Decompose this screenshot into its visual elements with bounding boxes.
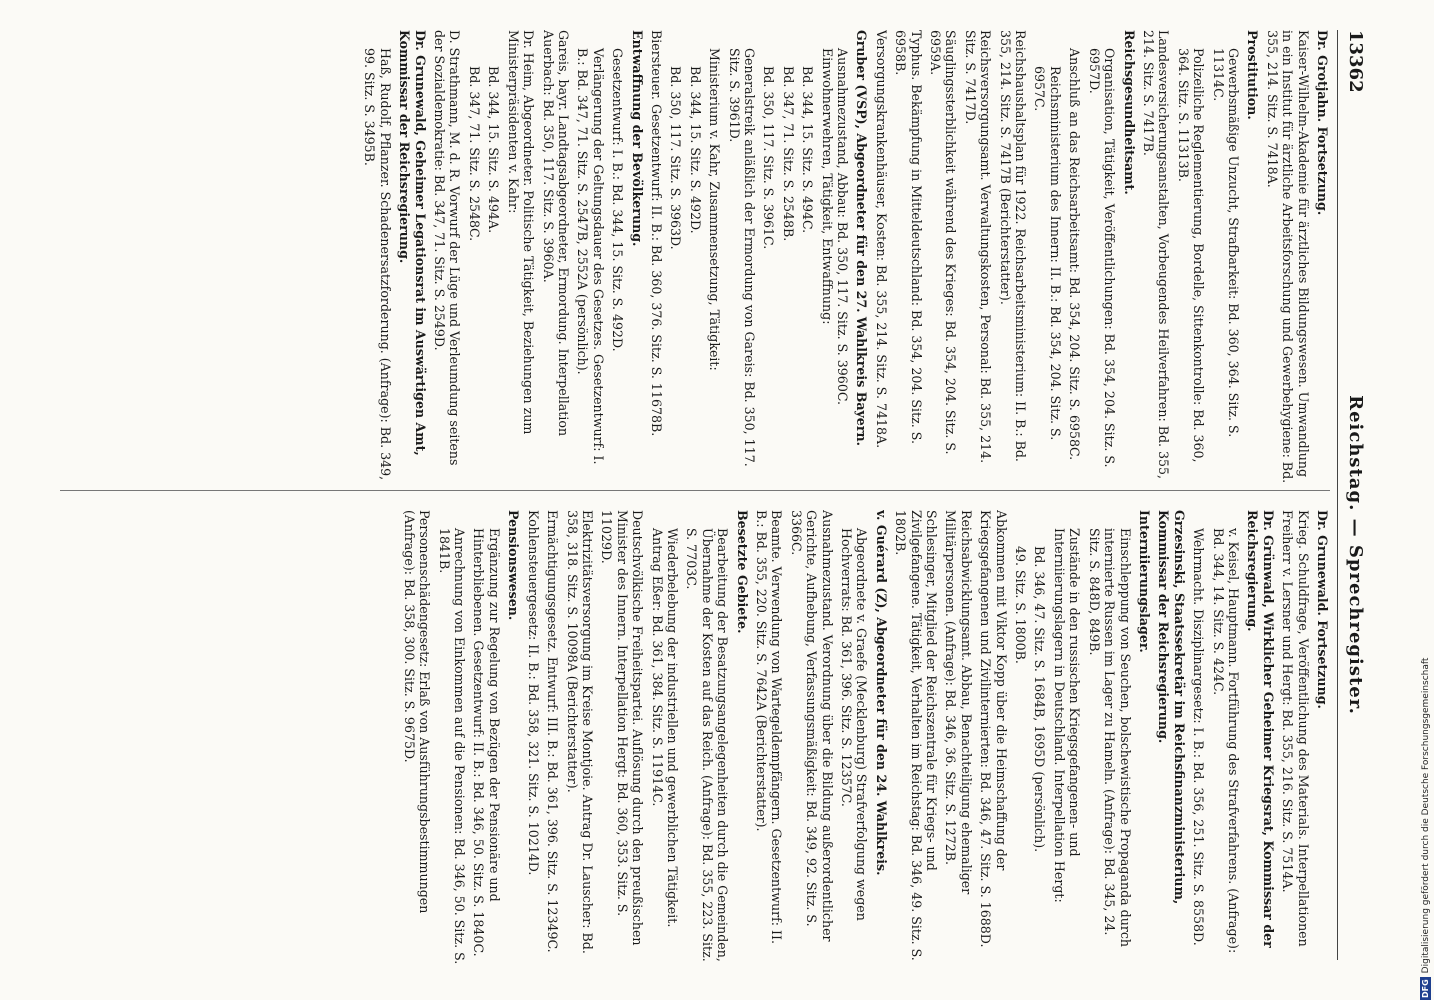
register-entry: Deutschvölkische Freiheitspartei. Auflösung durch den preußischen Minister des Innern. Interpellation Hergt: Bd. 360, 353. Sitz. S. 11029D. bbox=[599, 510, 646, 946]
register-entry: Polizeiliche Reglementierung, Bordelle, Sittenkontrolle: Bd. 360, 364. Sitz. S. 11313B. bbox=[1175, 48, 1207, 463]
register-heading: Besetzte Gebiete. bbox=[734, 510, 750, 634]
register-entry: Landesversicherungsanstalten, Vorbeugendes Heilverfahren: Bd. 355, 214. Sitz. S. 7417B. bbox=[1140, 30, 1172, 480]
register-entry: Einschleppung von Seuchen, bolschewistische Propaganda durch internierte Russen im Lager zu Hameln. (Anfrage): Bd. 345, 24. Sitz. S. 848D, 849B. bbox=[1086, 528, 1133, 948]
page-number: 13362 bbox=[1345, 30, 1367, 93]
register-entry: Biersteuer. Gesetzentwurf: II. B.: Bd. 360, 376. Sitz. S. 11678B. bbox=[648, 30, 664, 437]
register-heading: Reichsgesundheitsamt. bbox=[1121, 30, 1137, 195]
register-entry: Bd. 344, 15. Sitz. S. 494A. bbox=[486, 66, 502, 234]
register-heading: Dr. Grünwald, Wirklicher Geheimer Kriegsrat, Kommissar der Reichsregierung. bbox=[1245, 510, 1276, 948]
register-entry: Wiederbelebung der industriellen und gewerblichen Tätigkeit. Antrag Eßer: Bd. 361, 384. Sitz. S. 11914C. bbox=[649, 528, 680, 928]
register-entry: Säuglingssterblichkeit während des Krieges: Bd. 354, 204. Sitz. S. 6959A. bbox=[928, 30, 959, 455]
register-entry: Reichsabwicklungsamt. Abbau, Benachteiligung ehemaliger Militärpersonen. (Anfrage): Bd. 346, 36. Sitz. S. 1272B. bbox=[943, 510, 974, 895]
register-entry: Ausnahmezustand, Abbau: Bd. 350, 117. Sitz. S. 3960C. Einwohnerwehren, Tätigkeit, Entwaffnung: bbox=[819, 48, 851, 406]
register-entry: Beamte. Verwendung von Wartegeldempfängern. Gesetzentwurf: II. B.: Bd. 355, 220. Sitz. S. 7642A (Berichterstatter). bbox=[754, 510, 785, 944]
register-entry: Wehrmacht. Disziplinargesetz: I. B.: Bd. 356, 251. Sitz. S. 8558D. bbox=[1191, 528, 1207, 946]
register-heading: Dr. Grunewald. Fortsetzung. bbox=[1315, 510, 1330, 709]
dfg-logo: DFG bbox=[1421, 979, 1430, 998]
register-entry: Generalstreik anläßlich der Ermordung von Gareis: Bd. 350, 117. Sitz. S. 3961D. bbox=[726, 48, 757, 467]
register-entry: Kohlensteuergesetz: II. B.: Bd. 358, 321. Sitz. S. 10214D. bbox=[525, 510, 541, 876]
register-entry: Bd. 347, 71. Sitz. S. 2548C. bbox=[466, 66, 482, 242]
register-entry: Bd. 344, 15. Sitz. S. 492D. bbox=[687, 66, 703, 234]
register-heading: v. Guérard (Z), Abgeordneter für den 24. Wahlkreis. bbox=[873, 510, 889, 876]
register-entry: Gewerbsmäßige Unzucht, Strafbarkeit: Bd. 360, 364. Sitz. S. 11314C. bbox=[1210, 48, 1241, 438]
register-entry: Anrechnung von Einkommen auf die Pensionen: Bd. 346, 50. Sitz. S. 1841B. bbox=[436, 528, 468, 965]
register-entry: Schlesinger, Mitglied der Reichszentrale für Kriegs- und Zivilgefangene. Tätigkeit, Verhalten im Reichstag: Bd. 346, 49. Sitz. S. 1802B. bbox=[893, 510, 940, 961]
register-entry: Abgeordnete v. Graefe (Mecklenburg) Strafverfolgung wegen Hochverrats: Bd. 361, 396. Sitz. S. 12357C. bbox=[839, 528, 870, 921]
left-column bbox=[60, 30, 1330, 485]
register-entry: Abkommen mit Viktor Kopp über die Heimschaffung der Kriegsgefangenen und Zivilinternierten: Bd. 346, 47. Sitz. S. 1688D. bbox=[978, 510, 1009, 948]
register-entry: Bd. 344, 15. Sitz. S. 494C. bbox=[800, 66, 816, 234]
register-heading: Entwaffnung der Bevölkerung. bbox=[629, 30, 645, 247]
register-heading: Prostitution. bbox=[1245, 30, 1261, 120]
register-entry: Anschluß an das Reichsarbeitsamt: Bd. 354, 204. Sitz. S. 6958C. bbox=[1067, 48, 1083, 461]
right-column bbox=[60, 510, 1330, 965]
page-title: Reichstag. — Sprechregister. bbox=[1345, 395, 1367, 715]
register-entry: Personenschädengesetz: Erlaß von Ausführungsbestimmungen (Anfrage): Bd. 358, 300. Sitz. S. 9675D. bbox=[401, 510, 433, 914]
column-divider bbox=[60, 490, 1330, 491]
register-heading: Dr. Grotjahn. Fortsetzung. bbox=[1315, 30, 1330, 216]
register-entry: Ergänzung zur Regelung von Bezügen der Pensionäre und Hinterbliebenen. Gesetzentwurf: II. B.: Bd. 346, 50. Sitz. S. 1840C. bbox=[471, 528, 502, 957]
register-entry: Krieg. Schuldfrage, Veröffentlichung des Materials. Interpellationen Freiherr v. Lersner und Hergt: Bd. 355, 216. Sitz. S. 7514A. bbox=[1280, 510, 1311, 947]
register-heading: Gruber (VSP), Abgeordneter für den 27. Wahlkreis Bayern. bbox=[854, 30, 870, 446]
register-heading: Pensionswesen. bbox=[506, 510, 522, 621]
register-heading: Grzesinski, Staatssekretär im Reichsfinanzministerium, Kommissar der Reichsregierung. bbox=[1156, 510, 1187, 905]
register-entry: Dr. Heim, Abgeordneter. Politische Tätigkeit, Beziehungen zum Ministerpräsidenten v. Kahr: bbox=[505, 30, 537, 435]
register-entry: Ministerium v. Kahr, Zusammensetzung, Tätigkeit: bbox=[707, 48, 723, 371]
register-entry: Gareis, bayr. Landtagsabgeordneter, Ermordung. Interpellation Auerbach: Bd. 350, 117. Sitz. S. 3960A. bbox=[540, 30, 571, 437]
register-entry: Ermächtigungsgesetz. Entwurf: III. B.: Bd. 361, 396. Sitz. S. 12349C. bbox=[545, 510, 561, 953]
digitization-credit bbox=[1420, 658, 1431, 1000]
register-entry: Zustände in den russischen Kriegsgefangenen- und Interniierungslagern in Deutschland. Interpellation Hergt: bbox=[1051, 528, 1083, 903]
register-entry: v. Keisel, Hauptmann. Fortführung des Strafverfahrens. (Anfrage): Bd. 344, 14. Sitz. S. 424C. bbox=[1210, 528, 1241, 954]
register-entry: Bd. 347, 71. Sitz. S. 2548B. bbox=[780, 66, 796, 242]
register-entry: Haß, Rudolf, Pflanzer. Schadenersatzforderung. (Anfrage): Bd. 349, 99. Sitz. S. 3495B. bbox=[362, 48, 393, 481]
register-entry: Reichsministerium des Innern: II. B.: Bd. 354, 204. Sitz. S. 6957C. bbox=[1032, 66, 1063, 441]
register-entry: Typhus. Bekämpfung in Mitteldeutschland: Bd. 354, 204. Sitz. S. 6958B. bbox=[893, 30, 924, 444]
register-entry: Kaiser-Wilhelm-Akademie für ärztliches Bildungswesen. Umwandlung in ein Institut für ärztliche Arbeitsforschung und Gewerbehygiene: Bd. 355, 214. Sitz. S. 7418A. bbox=[1264, 30, 1311, 484]
credit-text: Digitalisierung gefördert durch die Deutsche Forschungsgemeinschaft bbox=[1420, 657, 1431, 974]
register-heading: Dr. Grunewald, Geheimer Legationsrat im Auswärtigen Amt, Kommissar der Reichsregierung. bbox=[397, 30, 428, 456]
register-entry: Elektrizitätsversorgung im Kreise Montjoie. Antrag Dr. Lauscher: Bd. 358, 318. Sitz. S. 10098A (Berichterstatter). bbox=[564, 510, 595, 954]
register-entry: Bd. 350, 117. Sitz. S. 3963D. bbox=[668, 66, 684, 250]
register-entry: Verlängerung der Geltungsdauer des Gesetzes. Gesetzentwurf: I. B.: Bd. 347, 71. Sitz. S. 2547B, 2552A (persönlich). bbox=[575, 48, 606, 465]
page-header bbox=[1337, 30, 1374, 960]
register-entry: Reichsversorgungsamt. Verwaltungskosten, Personal: Bd. 355, 214. Sitz. S. 7417D. bbox=[962, 30, 994, 464]
register-entry: Versorgungskrankenhäuser, Kosten: Bd. 355, 214. Sitz. S. 7418A. bbox=[873, 30, 889, 449]
register-entry: D. Strathmann, M. d. R. Vorwurf der Lüge und Verleumdung seitens der Sozialdemokratie: Bd. 347, 71. Sitz. S. 2549D. bbox=[432, 30, 463, 466]
register-entry: Bearbeitung der Besatzungsangelegenheiten durch die Gemeinden, Übernahme der Kosten auf das Reich. (Anfrage): Bd. 355, 223. Sitz. S. 7703C. bbox=[684, 528, 731, 962]
register-entry: 49. Sitz. S. 1800B. bbox=[1013, 546, 1029, 664]
register-entry: Reichshaushaltsplan für 1922. Reichsarbeitsministerium: II. B.: Bd. 355, 214. Sitz. S. 7417B (Berichterstatter). bbox=[997, 30, 1029, 462]
register-entry: Gesetzentwurf: I. B.: Bd. 344, 15. Sitz. S. 492D. bbox=[610, 48, 626, 352]
register-entry: Ausnahmezustand. Verordnung über die Bildung außerordentlicher Gerichte, Aufhebung, Verfassungsmäßigkeit: Bd. 349, 92. Sitz. S. 3366C. bbox=[788, 510, 835, 942]
register-heading: Interniierungslager. bbox=[1136, 510, 1152, 653]
register-entry: Bd. 346, 47. Sitz. S. 1684B, 1695D (persönlich). bbox=[1032, 546, 1048, 853]
register-entry: Organisation, Tätigkeit, Veröffentlichungen: Bd. 354, 204. Sitz. S. 6957D. bbox=[1086, 48, 1118, 468]
register-entry: Bd. 350, 117. Sitz. S. 3961C. bbox=[761, 66, 777, 250]
